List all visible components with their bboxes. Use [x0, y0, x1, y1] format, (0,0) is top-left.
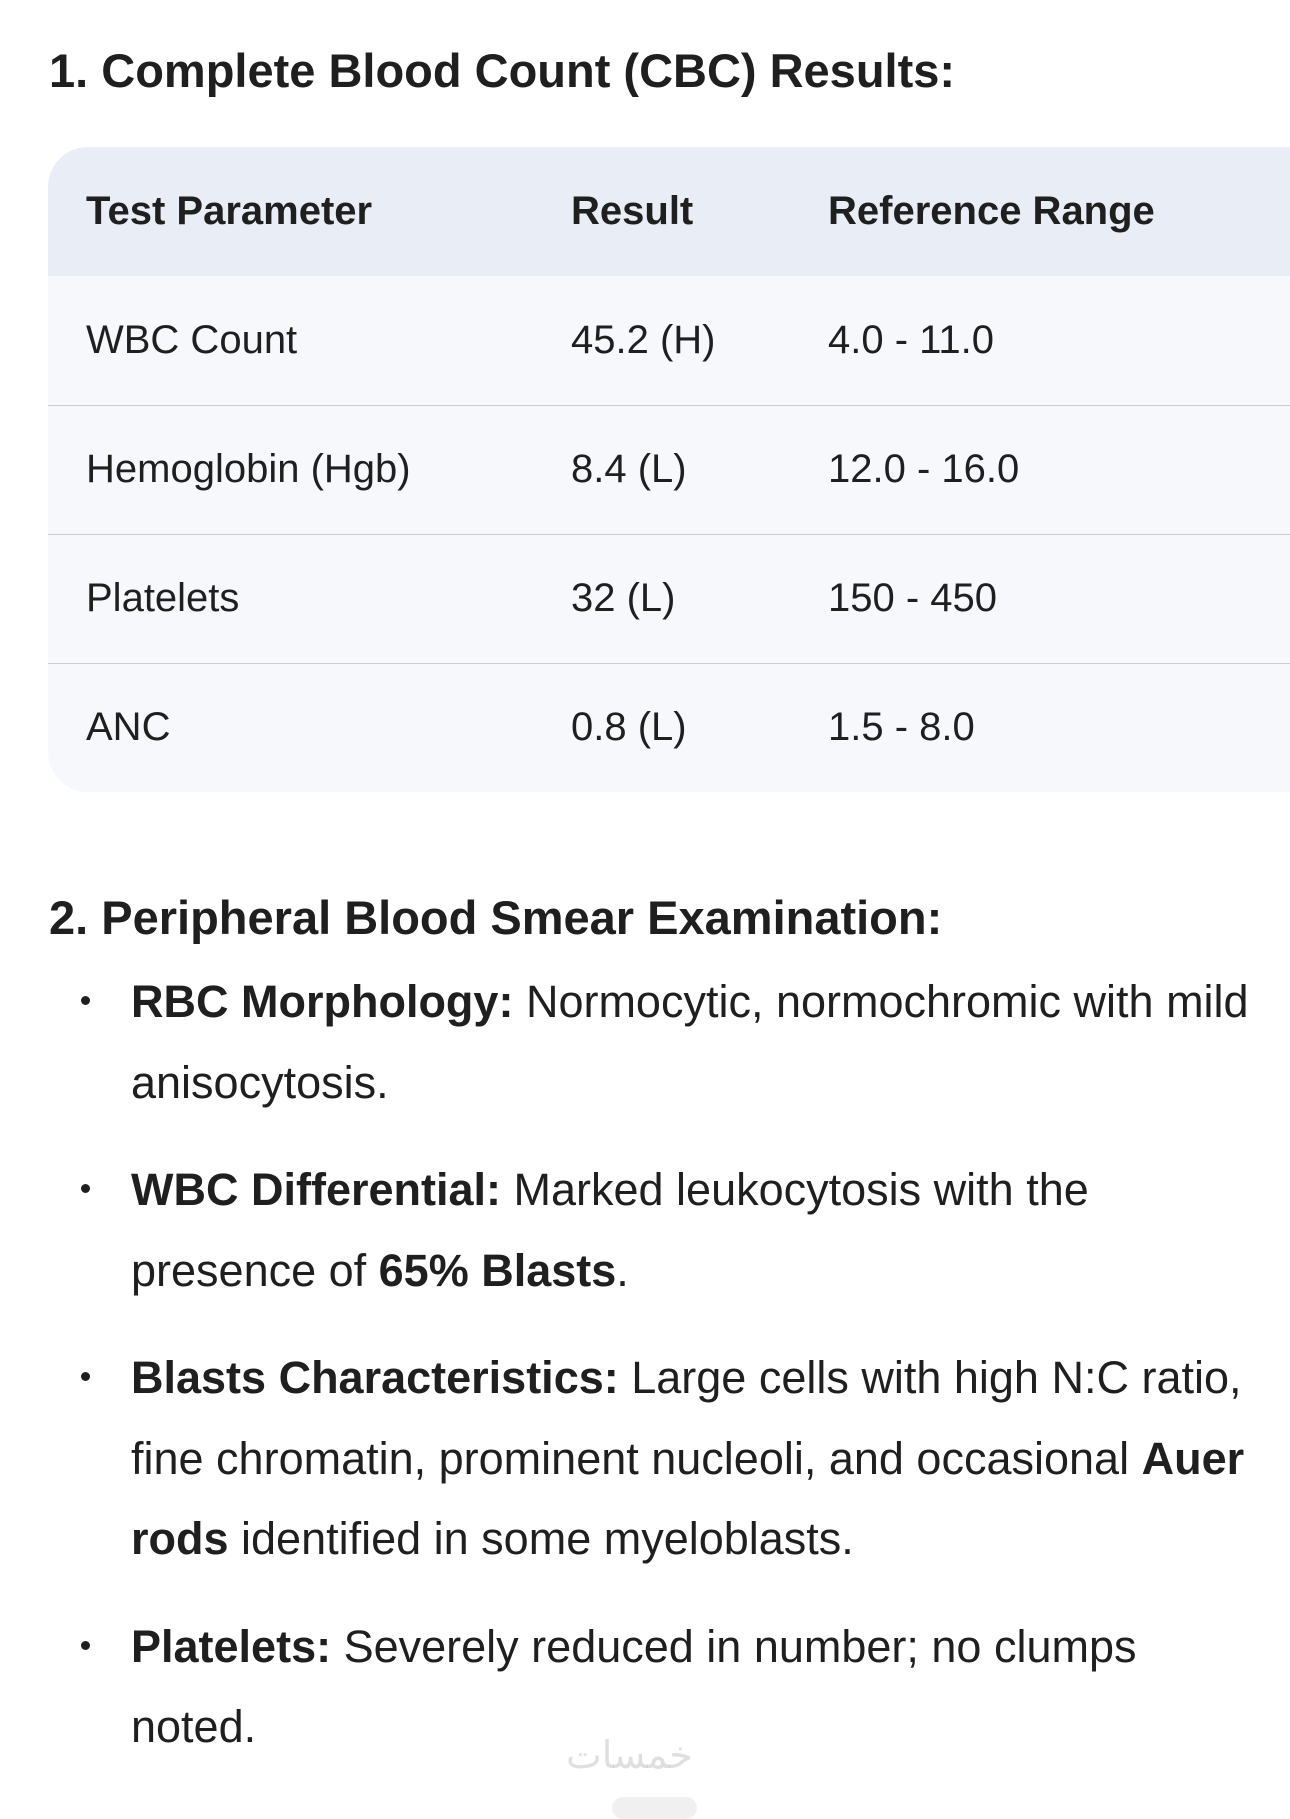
column-header-test-parameter: Test Parameter: [86, 189, 373, 233]
cell-reference-range: 150 - 450: [828, 576, 998, 620]
finding-label: Platelets:: [131, 1620, 332, 1672]
table-row: [48, 663, 1290, 792]
cbc-results-table: [48, 147, 1290, 792]
finding-text: Large cells with high N:C ratio, fine chromatin, prominent nucleoli, and occasional: [131, 1352, 1242, 1484]
finding-label: WBC Differential:: [131, 1164, 501, 1215]
watermark-logo: خمسات: [566, 1733, 693, 1777]
cell-reference-range: 12.0 - 16.0: [828, 447, 1020, 491]
section-heading-cbc: 1. Complete Blood Count (CBC) Results:: [49, 44, 956, 97]
home-indicator: [612, 1797, 697, 1819]
finding-label: RBC Morphology:: [131, 976, 514, 1027]
finding-emphasis: Auer rods: [131, 1432, 1245, 1564]
column-header-reference-range: Reference Range: [828, 189, 1155, 233]
finding-text: Severely reduced in number; no clumps noted.: [131, 1620, 1137, 1752]
cell-result: 0.8 (L): [571, 705, 687, 750]
table-header-row: [48, 147, 1290, 276]
list-item-blasts-characteristics: [0, 1338, 1290, 1580]
column-header-result: Result: [571, 189, 694, 233]
finding-label: Blasts Characteristics:: [131, 1352, 619, 1403]
finding-text: Normocytic, normochromic with mild anisocytosis.: [131, 976, 1249, 1108]
table-row: [48, 276, 1290, 405]
cell-result: 8.4 (L): [571, 447, 687, 491]
cell-result: 45.2 (H): [571, 317, 716, 362]
table-row: [48, 534, 1290, 663]
finding-emphasis: 65% Blasts: [378, 1244, 617, 1296]
bullet-icon: [81, 996, 90, 1005]
bullet-icon: [81, 1372, 90, 1381]
cell-reference-range: 4.0 - 11.0: [828, 317, 995, 362]
finding-text: Marked leukocytosis with the presence of: [131, 1164, 1089, 1296]
list-item-wbc-differential: [0, 1150, 1290, 1311]
cell-result: 32 (L): [571, 576, 676, 620]
bullet-icon: [81, 1184, 90, 1193]
table-row: [48, 405, 1290, 534]
blood-smear-findings-list: [0, 962, 1290, 1795]
cell-test-parameter: ANC: [86, 705, 171, 750]
bullet-icon: [81, 1641, 90, 1650]
cell-test-parameter: WBC Count: [86, 317, 298, 362]
list-item-rbc-morphology: [0, 962, 1290, 1123]
section-heading-blood-smear: 2. Peripheral Blood Smear Examination:: [49, 891, 943, 944]
cell-reference-range: 1.5 - 8.0: [828, 705, 975, 750]
finding-text-after: .: [616, 1244, 629, 1296]
finding-text-after: identified in some myeloblasts.: [228, 1513, 854, 1564]
cell-test-parameter: Platelets: [86, 576, 240, 620]
cell-test-parameter: Hemoglobin (Hgb): [86, 447, 411, 491]
